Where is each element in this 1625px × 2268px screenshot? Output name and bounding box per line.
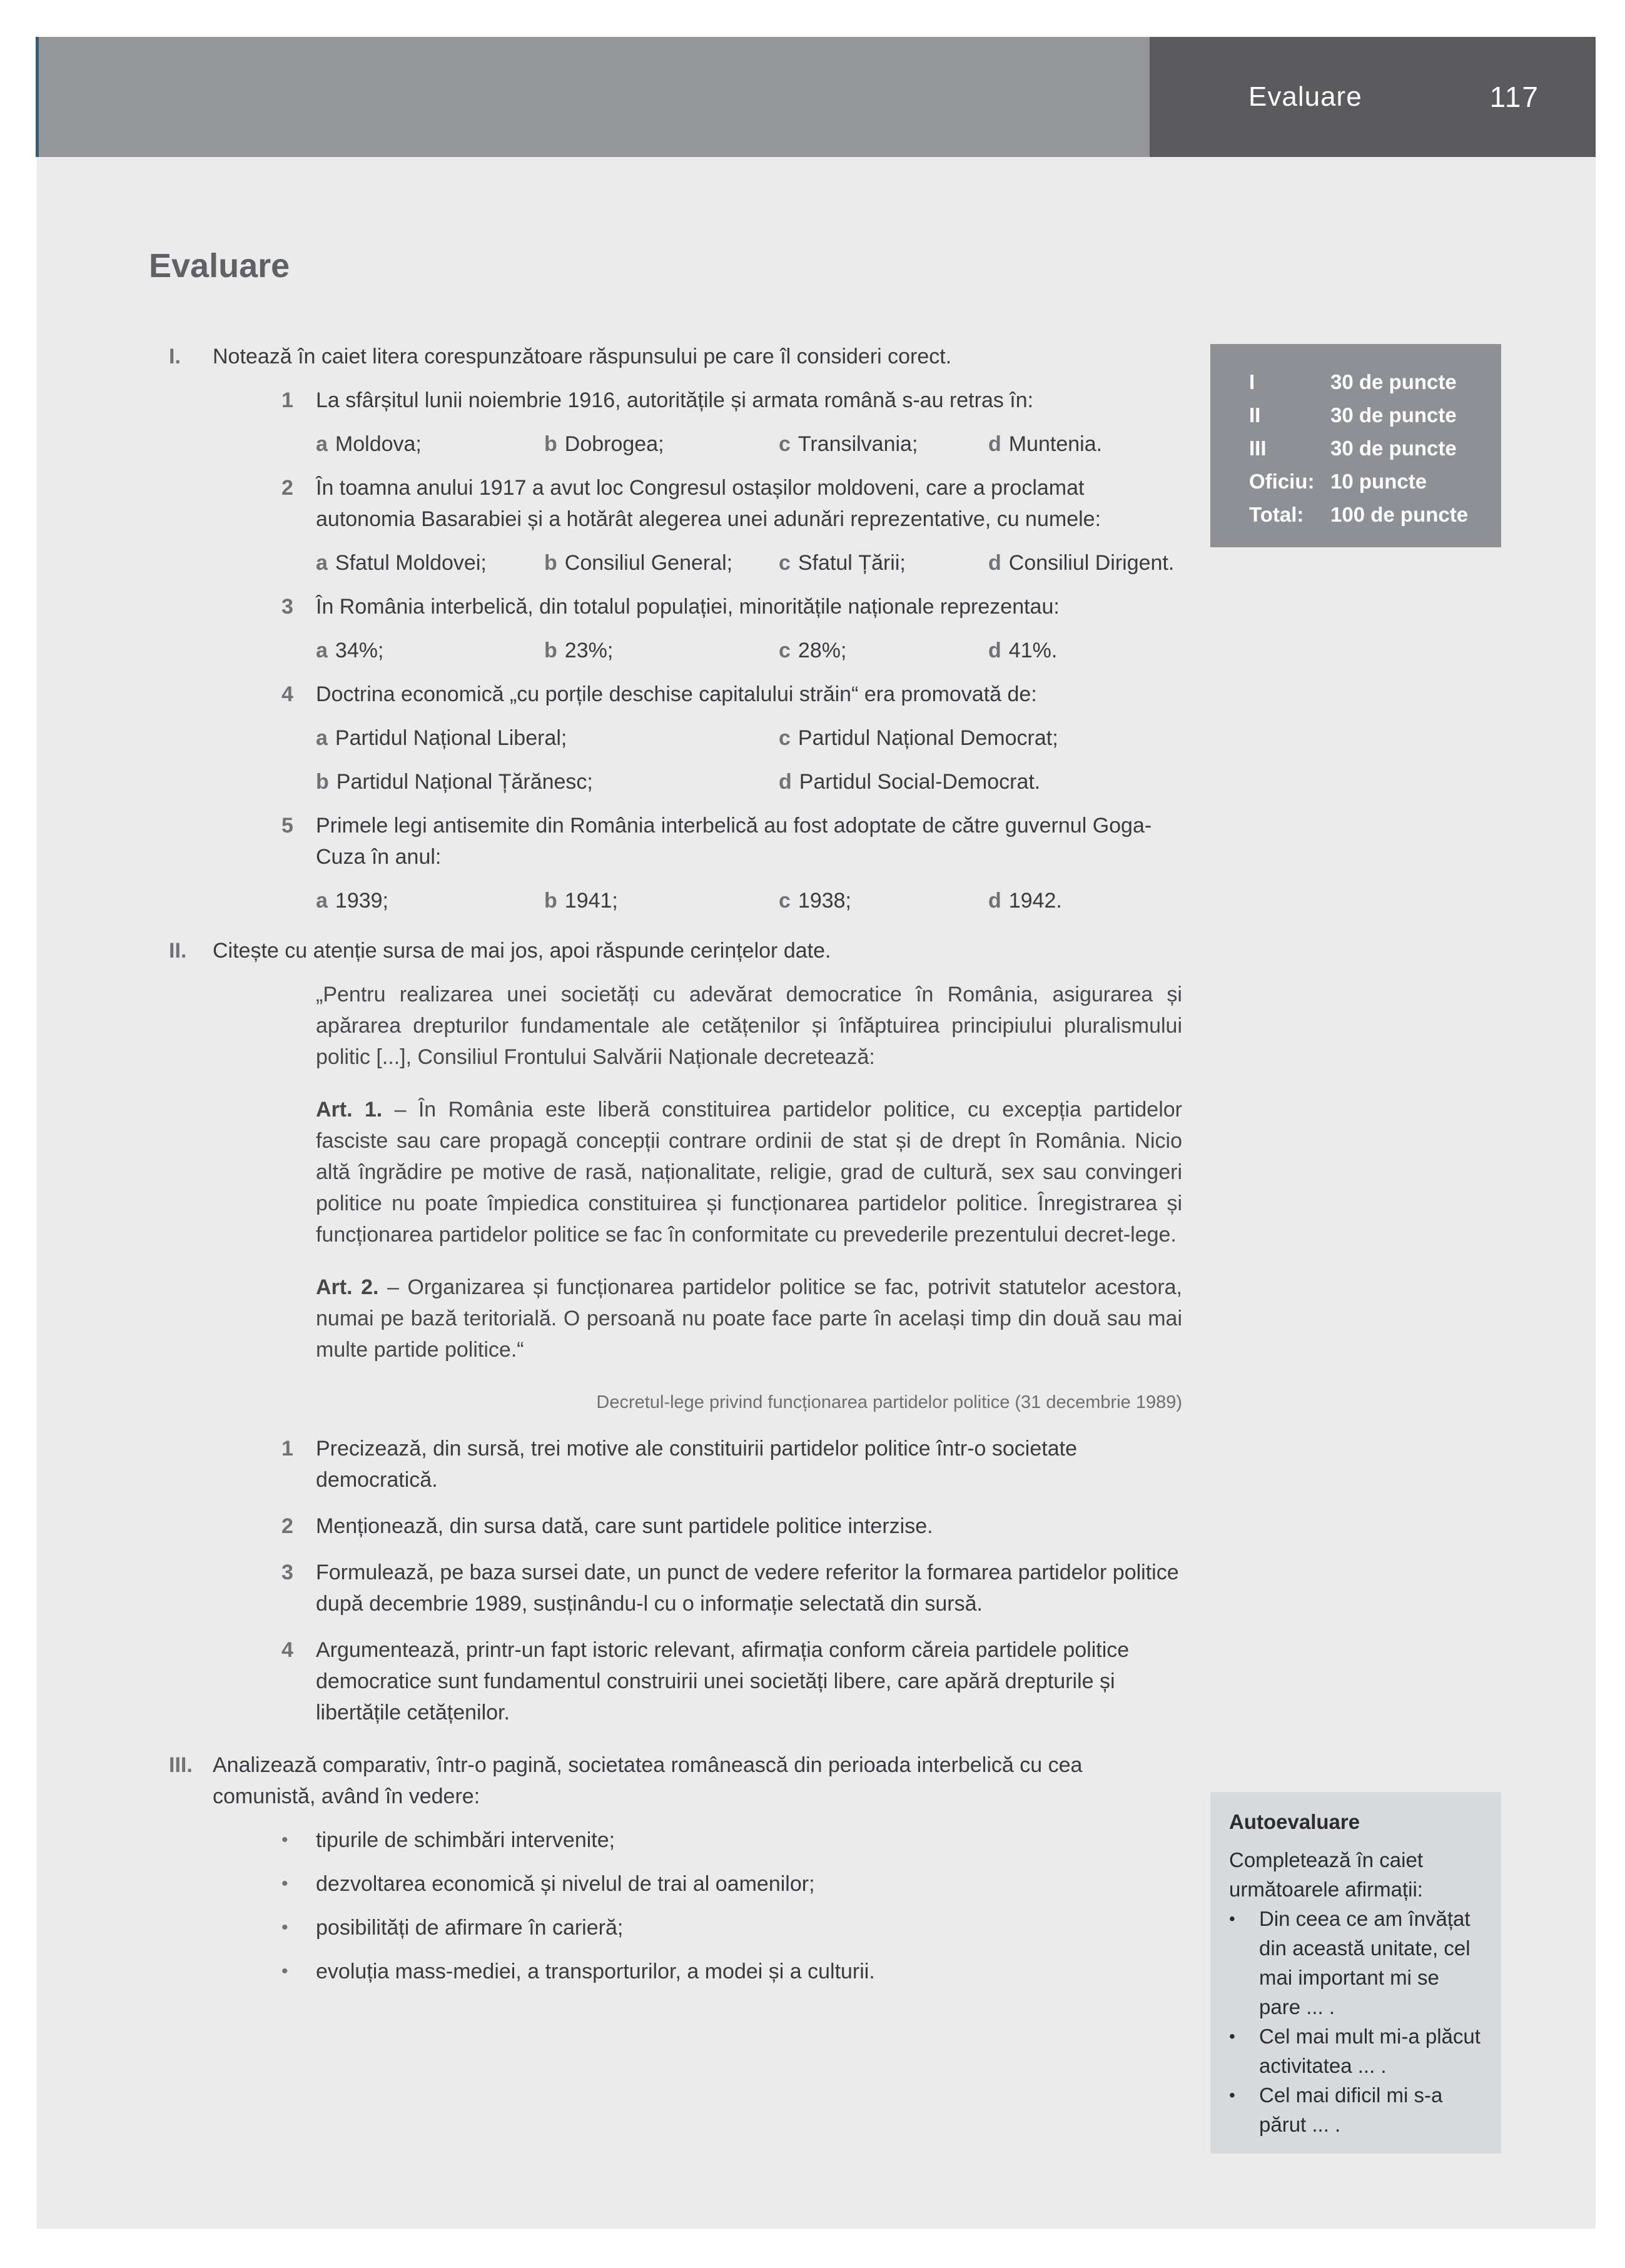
task-number: 3 [281,1561,293,1584]
article-2-text: – Organizarea și funcționarea partidelor politice se fac, potrivit statutelor acestora, numai pe bază teritorială. O persoană nu poate face parte în același timp din două sau mai multe partide politice.“ [316,1275,1182,1362]
option [779,428,988,460]
bullet-text: dezvoltarea economică și nivelul de trai al oamenilor; [316,1872,815,1896]
option-text: 28%; [797,639,847,662]
score-row-value: 30 de puncte [1330,370,1457,393]
bullet-text: tipurile de schimbări intervenite; [316,1828,615,1852]
task-row [281,1634,1182,1728]
question-text: În toamna anului 1917 a avut loc Congresul ostașilor moldoveni, care a proclamat autonomia Basarabiei și a hotărât alegerea unei adunări reprezentative, cu numele: [316,476,1101,531]
section-2-intro: Citește cu atenție sursa de mai jos, apoi răspunde cerințelor date. [213,939,831,963]
options-row [316,885,1182,916]
source-article-2 [316,1272,1182,1365]
option-letter: c [779,889,791,913]
option-text: Partidul Național Țărănesc; [336,770,593,794]
autoevaluare-item [1229,2022,1485,2080]
bullet-text: posibilități de afirmare în carieră; [316,1916,624,1940]
option-text: Partidul Social-Democrat. [799,770,1041,794]
option-letter: c [779,432,791,456]
score-row-value: 10 puncte [1330,470,1427,493]
question-number: 2 [281,476,293,500]
option [779,766,1182,797]
main-content [169,341,1182,1987]
option-letter: d [779,770,792,794]
score-row-label: Oficiu: [1249,470,1315,493]
question-number: 4 [281,682,293,706]
option [316,547,544,579]
option-letter: a [316,551,328,575]
question-row [281,472,1182,535]
bullet-item [281,1825,1182,1856]
task-row [281,1433,1182,1496]
question-text: Doctrina economică „cu porțile deschise capitalului străin“ era promovată de: [316,682,1037,706]
option [544,428,779,460]
section-1-body [213,341,1182,916]
option-text: Consiliul Dirigent. [1008,551,1175,575]
score-row [1249,398,1482,432]
question-row [281,385,1182,416]
option [779,885,988,916]
bullet-dot: • [1229,2085,1235,2105]
score-row-label: I [1249,370,1255,393]
options-row [316,547,1182,579]
option-text: Consiliul General; [564,551,733,575]
bullet-dot: • [1229,1909,1235,1928]
task-row [281,1557,1182,1619]
option-text: 41%. [1008,639,1058,662]
option [316,722,779,754]
options-row [316,428,1182,460]
option-text: 34%; [335,639,384,662]
option [988,547,1182,579]
option-letter: b [544,639,557,662]
bullet-item [281,1956,1182,1987]
source-quote-paragraph: „Pentru realizarea unei societăți cu adevărat democratice în România, asigurarea și apărarea drepturilor fundamentale ale cetățenilor și înfăptuirea principiului pluralismului politic [...], Consiliul Frontului Salvării Naționale decretează: [316,983,1182,1069]
source-article-1 [316,1094,1182,1250]
header-band [39,37,1150,157]
option [316,635,544,666]
bullet-item [281,1868,1182,1900]
header-page-number: 117 [1489,81,1539,113]
option [988,428,1182,460]
section-3-intro: Analizează comparativ, într-o pagină, societatea românească din perioada interbelică cu cea comunistă, având în vedere: [213,1753,1083,1808]
question-number: 3 [281,595,293,619]
bullet-dot: • [281,1917,288,1938]
section-1-numeral: I. [169,345,181,368]
autoevaluare-item [1229,1904,1485,2022]
option-text: Sfatul Țării; [797,551,906,575]
section-2-numeral: II. [169,939,187,963]
option-text: Dobrogea; [564,432,664,456]
score-box [1210,344,1501,547]
option [988,885,1182,916]
question-row [281,679,1182,710]
option-letter: d [988,432,1001,456]
question-text: Primele legi antisemite din România interbelică au fost adoptate de către guvernul Goga-Cuza în anul: [316,814,1152,869]
option-letter: d [988,889,1001,913]
score-row-value: 30 de puncte [1330,403,1457,427]
option-text: 1941; [564,889,618,913]
option-letter: c [779,726,791,750]
score-rows [1249,365,1482,531]
score-row [1249,432,1482,465]
section-3-numeral: III. [169,1753,193,1777]
option-letter: b [316,770,329,794]
task-text: Formulează, pe baza sursei date, un punct de vedere referitor la formarea partidelor politice după decembrie 1989, susținându-l cu o informație selectată din sursă. [316,1561,1179,1616]
option-text: Muntenia. [1008,432,1103,456]
score-row-value: 30 de puncte [1330,437,1457,460]
score-row [1249,365,1482,398]
bullet-item [281,1912,1182,1943]
section-1-intro: Notează în caiet litera corespunzătoare răspunsului pe care îl consideri corect. [213,345,952,368]
option [316,885,544,916]
autoevaluare-items [1229,1904,1485,2139]
option-letter: b [544,432,557,456]
autoevaluare-item [1229,2080,1485,2139]
score-row [1249,465,1482,498]
source-caption: Decretul-lege privind funcționarea partidelor politice (31 decembrie 1989) [596,1392,1182,1412]
option [544,885,779,916]
section-1 [169,341,1182,916]
option [544,547,779,579]
score-row-label: II [1249,403,1261,427]
option [779,635,988,666]
question-row [281,810,1182,873]
option-text: 1942. [1008,889,1062,913]
task-number: 1 [281,1437,293,1461]
question-text: La sfârșitul lunii noiembrie 1916, autoritățile și armata română s-au retras în: [316,388,1034,412]
article-2-lead: Art. 2. [316,1275,379,1299]
task-number: 2 [281,1514,293,1538]
section-3 [169,1749,1182,1987]
option-text: 1938; [797,889,852,913]
autoevaluare-item-text: Cel mai mult mi-a plăcut activitatea ... . [1259,2025,1481,2077]
option [779,722,1182,754]
option [988,635,1182,666]
article-1-text: – În România este liberă constituirea partidelor politice, cu excepția partidelor fasciste sau care propagă concepții contrare ordinii de stat și de drept în România. Nicio altă îngrădire pe motive de rasă, naționalitate, religie, grad de cultură, sex sau convingeri politice nu poate împiedica constituirea și funcționarea partidelor politice. Înregistrarea și funcționarea partidelor politice se fac în conformitate cu prevederile prezentului decret-lege. [316,1098,1182,1247]
section-2-body [213,935,1182,1728]
options-row [316,722,1182,797]
option [544,635,779,666]
option-text: Moldova; [335,432,422,456]
task-text: Precizează, din sursă, trei motive ale constituirii partidelor politice într-o societate democratică. [316,1437,1077,1492]
article-1-lead: Art. 1. [316,1098,383,1121]
autoevaluare-box [1210,1792,1501,2154]
autoevaluare-item-text: Cel mai dificil mi s-a părut ... . [1259,2083,1443,2136]
option-letter: a [316,432,328,456]
option [779,547,988,579]
options-row [316,635,1182,666]
option-letter: a [316,639,328,662]
score-row-value: 100 de puncte [1330,503,1469,526]
section-3-bullets [213,1825,1182,1987]
option [316,428,544,460]
option-text: Transilvania; [797,432,918,456]
task-row [281,1511,1182,1542]
header-chapter-box [1150,37,1596,157]
bullet-text: evoluția mass-mediei, a transporturilor, a modei și a culturii. [316,1960,875,1983]
option-text: 23%; [564,639,614,662]
question-text: În România interbelică, din totalul populației, minoritățile naționale reprezentau: [316,595,1060,619]
autoevaluare-title: Autoevaluare [1229,1810,1360,1833]
section-2 [169,935,1182,1728]
option [316,766,779,797]
option-letter: d [988,551,1001,575]
bullet-dot: • [281,1873,288,1894]
bullet-dot: • [281,1961,288,1982]
score-row-label: Total: [1249,503,1304,526]
option-letter: a [316,889,328,913]
option-letter: d [988,639,1001,662]
autoevaluare-intro: Completează în caiet următoarele afirmații: [1229,1848,1424,1901]
section-1-questions [213,385,1182,916]
autoevaluare-item-text: Din ceea ce am învățat din această unitate, cel mai important mi se pare ... . [1259,1907,1471,2018]
option-letter: b [544,551,557,575]
option-letter: c [779,639,791,662]
option-letter: a [316,726,328,750]
section-3-body [213,1749,1182,1987]
task-number: 4 [281,1638,293,1662]
option-text: 1939; [335,889,389,913]
page-title: Evaluare [149,247,290,285]
bullet-dot: • [281,1830,288,1850]
option-text: Sfatul Moldovei; [335,551,487,575]
score-row [1249,498,1482,531]
task-text: Argumentează, printr-un fapt istoric relevant, afirmația conform căreia partidele politice democratice sunt fundamentul construirii unei societăți libere, care apără drepturile și libertățile cetățenilor. [316,1638,1130,1724]
question-number: 1 [281,388,293,412]
option-letter: b [544,889,557,913]
header-chapter-label: Evaluare [1248,81,1362,112]
bullet-dot: • [1229,2027,1235,2046]
option-text: Partidul Național Democrat; [797,726,1058,750]
section-2-tasks [213,1433,1182,1728]
option-text: Partidul Național Liberal; [335,726,567,750]
question-number: 5 [281,814,293,838]
task-text: Menționează, din sursa dată, care sunt partidele politice interzise. [316,1514,933,1538]
option-letter: c [779,551,791,575]
score-row-label: III [1249,437,1267,460]
question-row [281,591,1182,622]
